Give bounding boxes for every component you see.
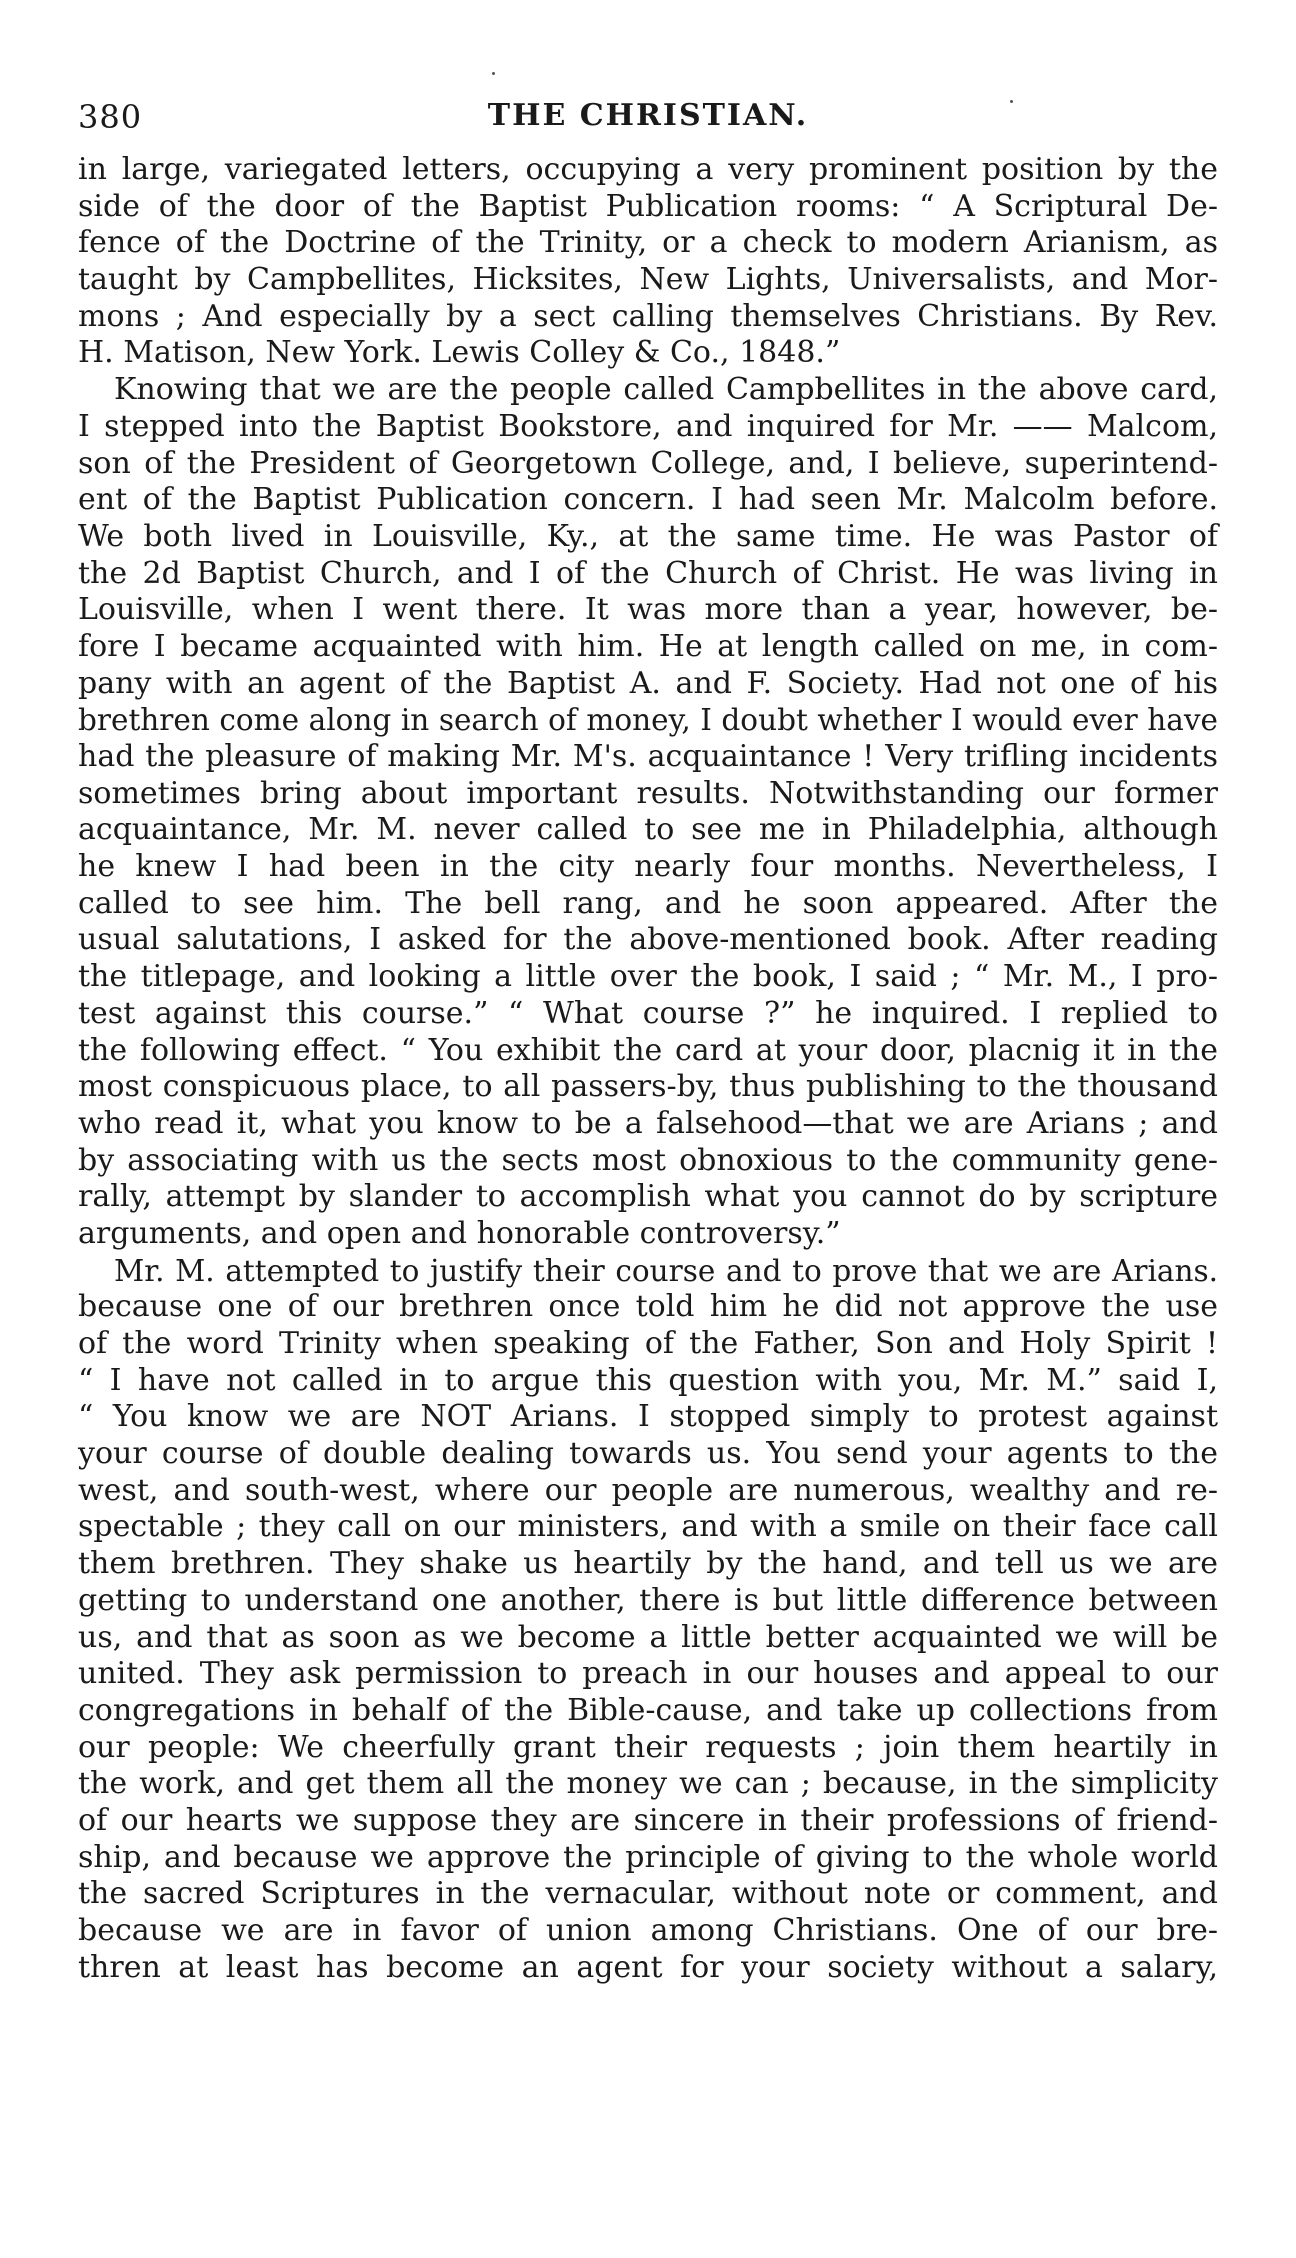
text-line: We both lived in Louisville, Ky., at the same time. He was Pastor of — [78, 518, 1218, 554]
text-line: sometimes bring about important results. Notwithstanding our former — [78, 775, 1218, 811]
paragraph-first-line: Mr. M. attempted to justify their course and to prove that we are Arians. — [114, 1253, 1218, 1288]
text-line: acquaintance, Mr. M. never called to see me in Philadelphia, although — [78, 812, 1218, 848]
text-line: the titlepage, and looking a little over the book, I said ; “ Mr. M., I pro- — [78, 959, 1218, 995]
text-line: west, and south-west, where our people are numerous, wealthy and re- — [78, 1472, 1218, 1508]
page-header — [78, 98, 1218, 148]
text-line: test against this course.” “ What course ?” he inquired. I replied to — [78, 995, 1218, 1031]
page-number: 380 — [78, 98, 143, 136]
text-line: ent of the Baptist Publication concern. I had seen Mr. Malcolm before. — [78, 482, 1218, 518]
body-text — [78, 152, 1218, 1986]
text-line: because one of our brethren once told him he did not approve the use — [78, 1289, 1218, 1325]
text-line: the following effect. “ You exhibit the card at your door, placnig it in the — [78, 1032, 1218, 1068]
text-line: “ I have not called in to argue this question with you, Mr. M.” said I, — [78, 1362, 1218, 1398]
text-line: spectable ; they call on our ministers, and with a smile on their face call — [78, 1509, 1218, 1545]
text-line: thren at least has become an agent for your society without a salary, — [78, 1949, 1218, 1985]
text-line: arguments, and open and honorable controversy.” — [78, 1215, 841, 1251]
text-line: fence of the Doctrine of the Trinity, or a check to modern Arianism, as — [78, 225, 1218, 261]
text-line: mons ; And especially by a sect calling themselves Christians. By Rev. — [78, 298, 1218, 334]
text-line: our people: We cheerfully grant their requests ; join them heartily in — [78, 1729, 1218, 1765]
text-line: usual salutations, I asked for the above-mentioned book. After reading — [78, 922, 1218, 958]
text-line: united. They ask permission to preach in our houses and appeal to our — [78, 1656, 1218, 1692]
print-speck — [492, 72, 495, 75]
text-line: he knew I had been in the city nearly four months. Nevertheless, I — [78, 849, 1218, 885]
paragraph-first-line: Knowing that we are the people called Campbellites in the above card, — [114, 372, 1218, 408]
text-line: the work, and get them all the money we can ; because, in the simplicity — [78, 1766, 1218, 1802]
text-line: of the word Trinity when speaking of the Father, Son and Holy Spirit ! — [78, 1326, 1218, 1361]
text-line: who read it, what you know to be a falsehood—that we are Arians ; and — [78, 1105, 1218, 1141]
text-line: by associating with us the sects most obnoxious to the community gene- — [78, 1142, 1218, 1178]
text-line: son of the President of Georgetown College, and, I believe, superintend- — [78, 445, 1218, 481]
text-line: had the pleasure of making Mr. M's. acquaintance ! Very trifling incidents — [78, 739, 1218, 774]
text-line: the sacred Scriptures in the vernacular, without note or comment, and — [78, 1876, 1218, 1912]
text-line: because we are in favor of union among Christians. One of our bre- — [78, 1913, 1218, 1948]
text-line: taught by Campbellites, Hicksites, New Lights, Universalists, and Mor- — [78, 262, 1218, 298]
text-line: H. Matison, New York. Lewis Colley & Co., 1848.” — [78, 335, 841, 371]
text-line: congregations in behalf of the Bible-cause, and take up collections from — [78, 1692, 1218, 1728]
text-line: the 2d Baptist Church, and I of the Church of Christ. He was living in — [78, 555, 1218, 591]
text-line: most conspicuous place, to all passers-by, thus publishing to the thousand — [78, 1069, 1218, 1105]
text-line: of our hearts we suppose they are sincere in their professions of friend- — [78, 1802, 1218, 1838]
text-line: side of the door of the Baptist Publication rooms: “ A Scriptural De- — [78, 188, 1218, 224]
text-line: Louisville, when I went there. It was more than a year, however, be- — [78, 592, 1218, 628]
text-line: “ You know we are NOT Arians. I stopped simply to protest against — [78, 1399, 1218, 1435]
text-line: I stepped into the Baptist Bookstore, and inquired for Mr. —— Malcom, — [78, 408, 1218, 444]
text-line: your course of double dealing towards us. You send your agents to the — [78, 1436, 1218, 1472]
text-line: called to see him. The bell rang, and he soon appeared. After the — [78, 885, 1218, 921]
text-line: in large, variegated letters, occupying a very prominent position by the — [78, 152, 1218, 187]
text-line: them brethren. They shake us heartily by the hand, and tell us we are — [78, 1546, 1218, 1582]
text-line: fore I became acquainted with him. He at length called on me, in com- — [78, 628, 1218, 664]
text-line: getting to understand one another, there is but little difference between — [78, 1582, 1218, 1618]
running-head: THE CHRISTIAN. — [487, 98, 809, 133]
text-line: us, and that as soon as we become a little better acquainted we will be — [78, 1619, 1218, 1655]
text-line: brethren come along in search of money, I doubt whether I would ever have — [78, 703, 1218, 738]
text-line: rally, attempt by slander to accomplish what you cannot do by scripture — [78, 1179, 1218, 1215]
text-line: pany with an agent of the Baptist A. and F. Society. Had not one of his — [78, 665, 1218, 701]
text-line: ship, and because we approve the principle of giving to the whole world — [78, 1839, 1218, 1875]
